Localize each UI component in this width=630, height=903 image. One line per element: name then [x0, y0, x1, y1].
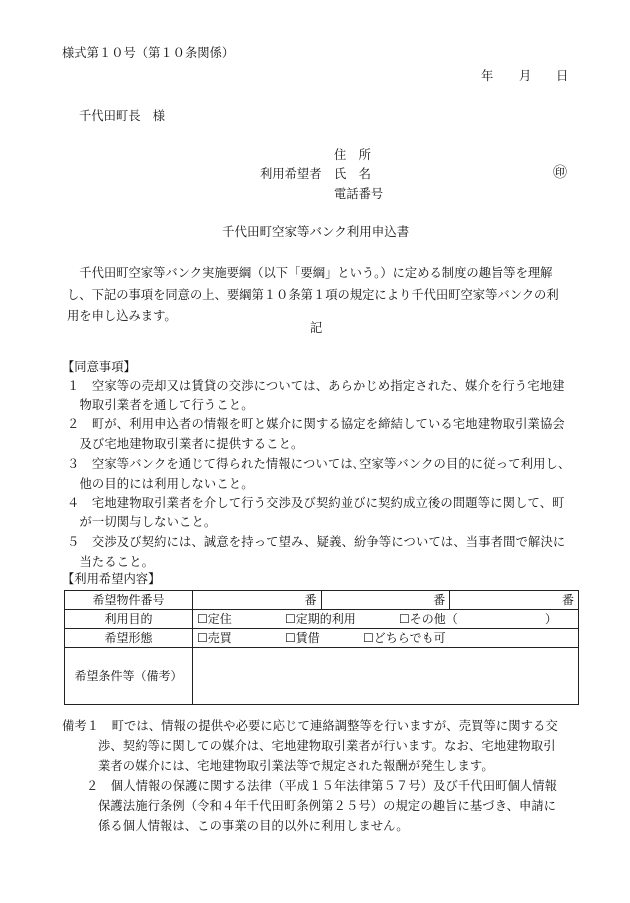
- intro-line: 用を申し込みます。: [67, 309, 177, 323]
- purpose-option-other[interactable]: ☐その他（: [399, 612, 458, 626]
- property-number-cell-1[interactable]: [193, 591, 322, 610]
- form-options: [193, 629, 579, 648]
- address-label: 住 所: [334, 148, 371, 162]
- consent-line: 当たること。: [67, 555, 155, 569]
- ban-suffix: 番: [304, 593, 317, 607]
- purpose-label: 利用目的: [65, 610, 193, 629]
- property-number-row: [65, 591, 579, 610]
- form-option-either[interactable]: ☐どちらでも可: [363, 631, 446, 645]
- note-1-line: 業者の媒介には、宅地建物取引業法等で規定された報酬が発生します。: [98, 759, 494, 773]
- note-1-line: 備考１ 町では、情報の提供や必要に応じて連絡調整等を行いますが、売買等に関する交: [62, 719, 558, 733]
- date-year-label: 年: [481, 69, 494, 83]
- consent-line: ４ 宅地建物取引業者を介して行う交渉及び契約並びに契約成立後の問題等に関して、町: [67, 496, 565, 510]
- property-number-cell-2[interactable]: [321, 591, 450, 610]
- form-row: [65, 629, 579, 648]
- phone-label: 電話番号: [334, 187, 384, 201]
- consent-line: 及び宅地建物取引業者に提供すること。: [67, 437, 304, 451]
- consent-line: １ 空家等の売却又は賃貸の交渉については、あらかじめ指定された、媒介を行う宅地建: [67, 379, 565, 393]
- purpose-option-periodic-use[interactable]: ☐定期的利用: [285, 612, 356, 626]
- addressee: 千代田町長 様: [79, 109, 166, 123]
- purpose-other-close: ）: [545, 612, 558, 626]
- note-2-line: 保護法施行条例（令和４年千代田町条例第２５号）の規定の趣旨に基づき、申請に: [98, 799, 557, 813]
- ban-suffix: 番: [561, 593, 574, 607]
- consent-line: ２ 町が、利用申込者の情報を町と媒介に関する協定を締結している宅地建物取引業協会: [67, 417, 565, 431]
- consent-line: 物取引業者を通して行うこと。: [67, 398, 254, 412]
- intro-line: 千代田町空家等バンク実施要綱（以下「要綱」という。）に定める制度の趣旨等を理解: [67, 266, 553, 280]
- ban-suffix: 番: [433, 593, 446, 607]
- request-table: [64, 590, 579, 705]
- consent-line: ３ 空家等バンクを通じて得られた情報については､空家等バンクの目的に従って利用し、: [67, 457, 571, 471]
- note-1-line: 渉、契約等に関しての媒介は、宅地建物取引業者が行います。なお、宅地建物取引: [98, 739, 556, 753]
- conditions-input[interactable]: [193, 648, 579, 705]
- date-month-label: 月: [519, 69, 532, 83]
- consent-line: が一切関与しないこと。: [67, 515, 217, 529]
- purpose-options: [193, 610, 579, 629]
- purpose-row: [65, 610, 579, 629]
- form-option-sale[interactable]: ☐売買: [197, 631, 232, 645]
- note-2-line: ２ 個人情報の保護に関する法律（平成１５年法律第５７号）及び千代田町個人情報: [86, 779, 558, 793]
- date-day-label: 日: [556, 69, 569, 83]
- form-label: 希望形態: [65, 629, 193, 648]
- conditions-label: 希望条件等（備考）: [65, 648, 193, 705]
- property-number-cell-3[interactable]: [450, 591, 579, 610]
- applicant-role-label: 利用希望者: [260, 167, 322, 181]
- document-title: 千代田町空家等バンク利用申込書: [222, 224, 410, 239]
- consent-heading: 【同意事項】: [62, 360, 136, 374]
- seal-mark: ㊞: [553, 165, 567, 181]
- form-option-lease[interactable]: ☐賃借: [285, 631, 320, 645]
- consent-line: ５ 交渉及び契約には、誠意を持って望み、疑義、紛争等については、当事者間で解決に: [67, 535, 566, 549]
- intro-line: し、下記の事項を同意の上、要綱第１０条第１項の規定により千代田町空家等バンクの利: [67, 287, 559, 302]
- note-2-line: 係る個人情報は、この事業の目的以外に利用しません。: [98, 819, 409, 833]
- conditions-row: [65, 648, 579, 705]
- purpose-option-residence[interactable]: ☐定住: [197, 612, 232, 626]
- request-heading: 【利用希望内容】: [62, 572, 161, 586]
- consent-line: 他の目的には利用しないこと。: [67, 477, 254, 491]
- ki-heading: 記: [310, 321, 323, 335]
- intro-paragraph: [67, 263, 572, 328]
- name-label: 氏 名: [334, 167, 371, 181]
- form-number: 様式第１０号（第１０条関係）: [62, 46, 235, 60]
- property-number-label: 希望物件番号: [65, 591, 193, 610]
